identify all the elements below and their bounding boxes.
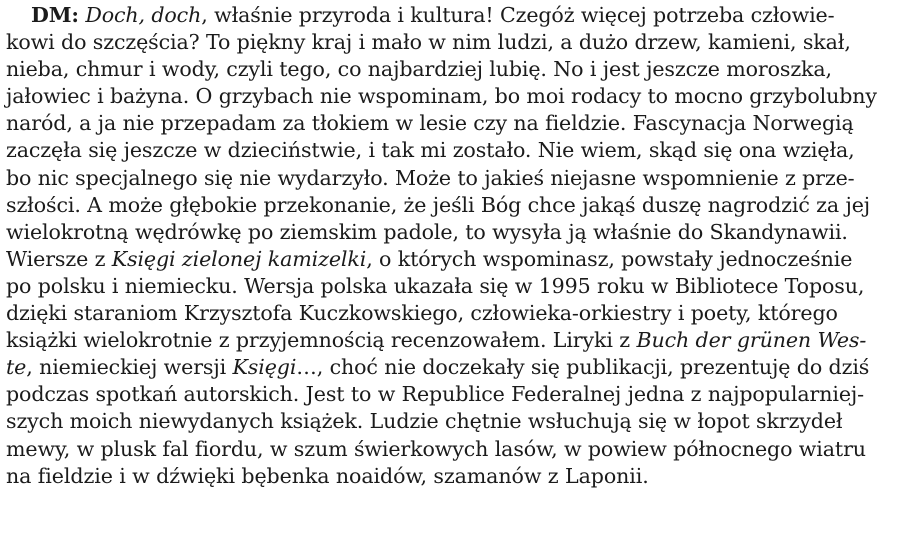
text-line (6, 165, 896, 192)
text-run: , niemieckiej wersji (26, 355, 233, 380)
text-run: kowi do szczęścia? To piękny kraj i mało w nim ludzi, a dużo drzew, kamieni, skał, (6, 30, 851, 55)
book-title-italic: Buch der grünen Wes- (636, 328, 867, 353)
text-run: książki wielokrotnie z przyjemnością recenzowałem. Liryki z (6, 328, 637, 353)
text-line (6, 327, 896, 354)
interview-answer-paragraph (6, 2, 896, 490)
text-line (6, 381, 896, 408)
text-line (6, 29, 896, 56)
text-run: dzięki staraniom Krzysztofa Kuczkowskiego, człowieka-orkiestry i poety, którego (6, 301, 838, 326)
text-run: zaczęła się jeszcze w dzieciństwie, i tak mi zostało. Nie wiem, skąd się ona wzięła, (6, 138, 855, 163)
italic-run: Doch, doch (85, 3, 202, 27)
text-run: szych moich niewydanych książek. Ludzie chętnie wsłuchują się w łopot skrzydeł (6, 409, 843, 434)
text-run: mewy, w plusk fal fiordu, w szum świerkowych lasów, w powiew północnego wiatru (6, 436, 866, 461)
text-run: , właśnie przyroda i kultura! Czegóż więcej potrzeba człowie- (201, 3, 835, 27)
text-run: na fieldzie i w dźwięki bębenka noaidów, szamanów z Laponii. (6, 463, 649, 488)
text-run: naród, a ja nie przepadam za tłokiem w lesie czy na fieldzie. Fascynacja Norwegią (6, 111, 854, 136)
text-line (6, 246, 896, 273)
book-title-italic: Księgi zielonej kamizelki (111, 246, 367, 271)
text-line (6, 56, 896, 83)
text-run: podczas spotkań autorskich. Jest to w Republice Federalnej jedna z najpopularniej- (6, 382, 864, 407)
text-run: po polsku i niemiecku. Wersja polska ukazała się w 1995 roku w Bibliotece Toposu, (6, 273, 865, 298)
book-title-italic: te (6, 355, 27, 380)
text-run: jałowiec i bażyna. O grzybach nie wspominam, bo moi rodacy to mocno grzybolubny (6, 84, 877, 109)
text-line (6, 2, 896, 29)
text-line (6, 273, 896, 300)
text-run: nieba, chmur i wody, czyli tego, co najbardziej lubię. No i jest jeszcze moroszka, (6, 57, 832, 82)
text-line (6, 83, 896, 110)
text-line (6, 463, 896, 490)
text-run: , o których wspominasz, powstały jednocześnie (366, 246, 853, 271)
text-line (6, 110, 896, 137)
text-run: …, choć nie doczekały się publikacji, prezentuję do dziś (296, 355, 870, 380)
text-line (6, 408, 896, 435)
text-line (6, 192, 896, 219)
text-run: wielokrotną wędrówkę po ziemskim padole, to wysyła ją właśnie do Skandynawii. (6, 219, 848, 244)
text-line (6, 354, 896, 381)
book-title-italic: Księgi (232, 355, 297, 380)
text-line (6, 436, 896, 463)
text-line (6, 300, 896, 327)
text-line (6, 137, 896, 164)
text-line (6, 219, 896, 246)
speaker-label: DM: (31, 3, 79, 27)
text-run: szłości. A może głębokie przekonanie, że jeśli Bóg chce jakąś duszę nagrodzić za jej (6, 192, 871, 217)
text-run: Wiersze z (6, 246, 112, 271)
text-run: bo nic specjalnego się nie wydarzyło. Może to jakieś niejasne wspomnienie z prze- (6, 165, 855, 190)
